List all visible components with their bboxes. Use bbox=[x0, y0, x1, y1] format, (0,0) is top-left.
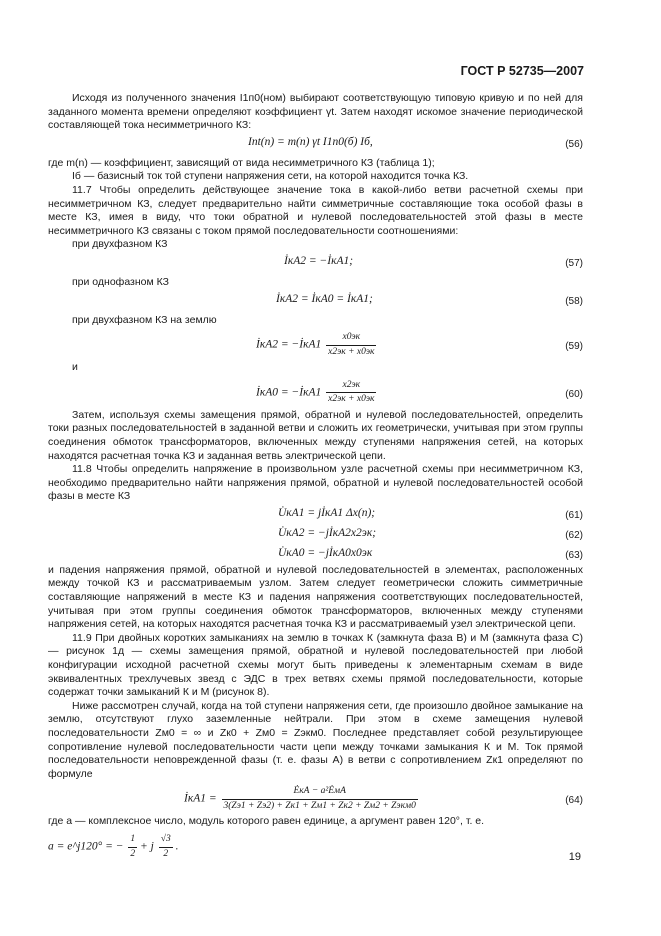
formula-59-lhs: İкА2 = −İкА1 bbox=[256, 338, 322, 351]
equation-number-60: (60) bbox=[565, 388, 583, 400]
formula-60 bbox=[256, 379, 376, 407]
equation-64 bbox=[48, 781, 583, 815]
formula-a-lhs: a = e^j120° = − bbox=[48, 840, 124, 853]
formula-a-half bbox=[128, 833, 137, 861]
equation-59 bbox=[48, 327, 583, 361]
formula-a-half-denominator: 2 bbox=[130, 848, 136, 859]
formula-56: Iпt(n) = m(n) γt I1п0(б) Iб, bbox=[248, 135, 373, 148]
equation-63 bbox=[48, 544, 583, 564]
label-single-phase: при однофазном КЗ bbox=[72, 275, 169, 288]
formula-a-half-numerator: 1 bbox=[128, 833, 137, 848]
formula-59-numerator: x0эк bbox=[326, 331, 376, 346]
formula-57: İкА2 = −İкА1; bbox=[284, 254, 354, 267]
equation-number-63: (63) bbox=[565, 549, 583, 561]
formula-64-lhs: İкА1 = bbox=[184, 793, 217, 806]
paragraph-then: Затем, используя схемы замещения прямой, обратной и нулевой последовательностей, определить токи разных последовательностей в заданной ветви и сложить их геометрически, учитывая при этом группы соединения обмоток трансформаторов, включенных между ступенями напряжения сетей, на которых находятся расчетная точка КЗ и заданная ветвь электрической цепи. bbox=[48, 408, 583, 462]
formula-64-numerator: ĖкА − a²ĖмА bbox=[222, 785, 418, 800]
equation-number-64: (64) bbox=[565, 795, 583, 807]
equation-60 bbox=[48, 375, 583, 409]
formula-60-fraction bbox=[326, 379, 376, 407]
label-two-phase: при двухфазном КЗ bbox=[72, 238, 168, 251]
definition-ib: Iб — базисный ток той ступени напряжения сети, на которой находится точка КЗ. bbox=[72, 170, 469, 183]
formula-64-fraction bbox=[222, 785, 418, 813]
formula-60-numerator: x2эк bbox=[326, 379, 376, 394]
equation-61 bbox=[48, 504, 583, 524]
formula-a-root-numerator: √3 bbox=[159, 833, 173, 848]
paragraph-11-8: 11.8 Чтобы определить напряжение в произвольном узле расчетной схемы при несимметричном КЗ, необходимо предварительно найти напряжения прямой, обратной и нулевой последовательностей особой фазы в месте КЗ bbox=[48, 463, 583, 503]
page-body bbox=[48, 92, 583, 859]
equation-number-57: (57) bbox=[565, 257, 583, 269]
paragraph-case: Ниже рассмотрен случай, когда на той ступени напряжения сети, где произошло двойное замыкание на землю, отсутствуют глухо заземленные нейтрали. При этом в схеме замещения нулевой последовательности Zм0 = ∞ и Zк0 + Zм0 = Zэкм0. Последнее представляет собой результирующее сопротивление нулевой последовательности части цепи между точками замыкания К и М. Ток прямой последовательности неповрежденной фазы (т. е. фазы А) в ветви с сопротивлением Zк1 определяют по формуле bbox=[48, 699, 583, 780]
equation-62 bbox=[48, 524, 583, 544]
label-and: и bbox=[72, 361, 78, 374]
formula-60-lhs: İкА0 = −İкА1 bbox=[256, 386, 322, 399]
formula-64 bbox=[184, 785, 418, 813]
equation-58 bbox=[48, 290, 583, 314]
definition-m: где m(n) — коэффициент, зависящий от вида несимметричного КЗ (таблица 1); bbox=[48, 156, 435, 169]
label-two-phase-ground: при двухфазном КЗ на землю bbox=[72, 313, 217, 326]
page-number: 19 bbox=[568, 851, 581, 863]
paragraph-11-7: 11.7 Чтобы определить действующее значение тока в какой-либо ветви расчетной схемы при несимметричном КЗ, следует предварительно найти симметричные составляющие тока особой фазы в месте КЗ, имея в виду, что токи обратной и нулевой последовательностей этой фазы в месте несимметричного КЗ связаны с током прямой последовательности соотношениями: bbox=[48, 183, 583, 237]
equation-number-62: (62) bbox=[565, 529, 583, 541]
formula-60-denominator: x2эк + x0эк bbox=[328, 394, 375, 405]
formula-59-fraction bbox=[326, 331, 376, 359]
paragraph-intro: Исходя из полученного значения I1п0(ном) выбирают соответствующую типовую кривую и по ней для заданного момента времени определяют коэффициент γt. Затем находят искомое значение периодической составляющей тока несимметричного КЗ: bbox=[48, 92, 583, 132]
equation-number-56: (56) bbox=[565, 138, 583, 150]
formula-59-denominator: x2эк + x0эк bbox=[328, 346, 375, 357]
formula-a-end: . bbox=[175, 840, 179, 853]
formula-62: U̇кА2 = −jİкА2x2эк; bbox=[278, 526, 377, 539]
formula-59 bbox=[256, 331, 376, 359]
equation-number-61: (61) bbox=[565, 509, 583, 521]
formula-64-denominator: 3(Zэ1 + Zэ2) + Zк1 + Zм1 + Zк2 + Zм2 + Zэкм0 bbox=[223, 800, 416, 811]
paragraph-11-9: 11.9 При двойных коротких замыканиях на землю в точках К (замкнута фаза В) и М (замкнута фаза С) — рисунок 1д — схемы замещения прямой, обратной и нулевой последовательностей при любой конфигурации исходной расчетной схемы могут быть приведены к элементарным схемам в виде эквивалентных трехлучевых звезд с ЭДС в трех ветвях схемы прямой последовательности, которые содержат точки замыканий К и М (рисунок 8). bbox=[48, 631, 583, 699]
paragraph-voltage-drops: и падения напряжения прямой, обратной и нулевой последовательностей в элементах, расположенных между точкой КЗ и рассматриваемым узлом. Затем следует геометрически сложить симметричные составляющие напряжений в месте КЗ и падения напряжения соответствующих последовательностей, учитывая при этом группы соединения обмоток трансформаторов, включенных между ступенями напряжения сетей, на которых находятся расчетная точка КЗ и рассматриваемый узел электрической цепи. bbox=[48, 563, 583, 631]
formula-a-root-denominator: 2 bbox=[163, 848, 169, 859]
formula-61: U̇кА1 = jİкА1 Δx(n); bbox=[278, 506, 376, 519]
equation-57 bbox=[48, 252, 583, 276]
equation-number-58: (58) bbox=[565, 295, 583, 307]
equation-number-59: (59) bbox=[565, 341, 583, 353]
formula-a-middle: + j bbox=[140, 840, 154, 853]
standard-header: ГОСТ Р 52735—2007 bbox=[460, 64, 584, 78]
equation-56 bbox=[48, 133, 583, 157]
formula-a-root bbox=[159, 833, 173, 861]
equation-a bbox=[48, 829, 583, 859]
formula-63: U̇кА0 = −jİкА0x0эк bbox=[278, 546, 373, 559]
formula-a bbox=[48, 833, 178, 861]
formula-58: İкА2 = İкА0 = İкА1; bbox=[276, 292, 373, 305]
definition-a: где a — комплексное число, модуль которого равен единице, а аргумент равен 120°, т. е. bbox=[48, 815, 485, 828]
